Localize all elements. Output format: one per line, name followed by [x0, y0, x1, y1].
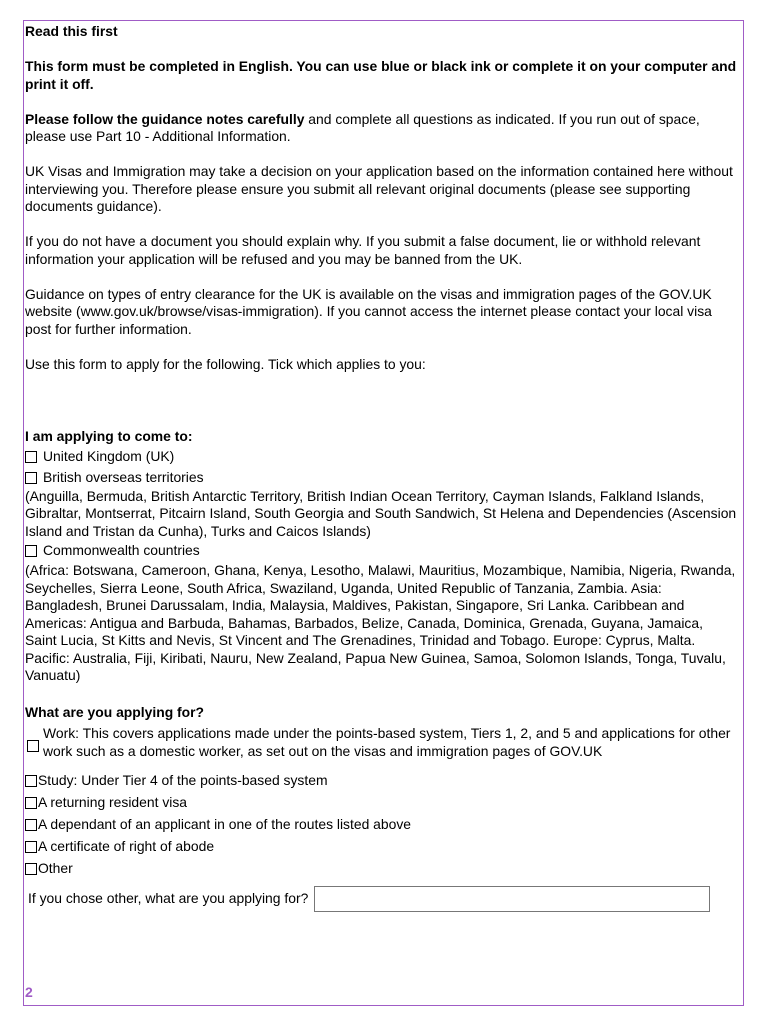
other-purpose-prompt: If you chose other, what are you applying for? [28, 890, 309, 907]
guidance-bold: Please follow the guidance notes carefully [25, 110, 305, 127]
option-label: United Kingdom (UK) [43, 447, 175, 464]
checkbox-other[interactable] [25, 863, 37, 875]
other-purpose-row [25, 886, 737, 912]
english-notice: This form must be completed in English. You can use blue or black ink or complete it on your computer and print it off. [25, 58, 737, 92]
checkbox-uk[interactable] [25, 451, 37, 463]
guidance-notice [25, 111, 737, 146]
page-number: 2 [25, 984, 33, 1000]
purpose-option-dependant[interactable] [25, 814, 737, 836]
purpose-option-other[interactable] [25, 858, 737, 880]
checkbox-right-of-abode[interactable] [25, 841, 37, 853]
purpose-option-returning-resident[interactable] [25, 792, 737, 814]
destination-option-commonwealth[interactable] [25, 540, 737, 562]
overseas-territories-detail: (Anguilla, Bermuda, British Antarctic Territory, British Indian Ocean Territory, Cayman Islands, Falkland Islands, Gibraltar, Montserrat, Pitcairn Island, South Georgia and South Sandwich, St Helena and Dependencies (Ascension Island and Tristan da Cunha), Turks and Caicos Islands) [25, 487, 737, 539]
purpose-option-study[interactable] [25, 770, 737, 792]
purpose-option-right-of-abode[interactable] [25, 836, 737, 858]
option-label: A returning resident visa [38, 794, 188, 811]
option-label: Work: This covers applications made under the points-based system, Tiers 1, 2, and 5 and applications for other work such as a domestic worker, as set out on the visas and immigration pages of GOV.UK [43, 725, 731, 759]
decision-notice: UK Visas and Immigration may take a decision on your application based on the information contained here without interviewing you. Therefore please ensure you submit all relevant original documents (please see supporting documents guidance). [25, 163, 733, 214]
guidance-types: Guidance on types of entry clearance for the UK is available on the visas and immigration pages of the GOV.UK website (www.gov.uk/browse/visas-immigration). If you cannot access the internet please contact your local visa post for further information. [25, 285, 712, 337]
option-label: A dependant of an applicant in one of the routes listed above [38, 816, 412, 833]
guidance-rest: and complete all questions as indicated. If you run out of space, please use Part 10 - Additional Information. [25, 110, 700, 144]
checkbox-overseas-territories[interactable] [25, 472, 37, 484]
document-notice: If you do not have a document you should explain why. If you submit a false document, lie or withhold relevant information your application will be refused and you may be banned from the UK. [25, 233, 701, 267]
form-content [25, 22, 737, 912]
checkbox-study[interactable] [25, 775, 37, 787]
destination-heading: I am applying to come to: [25, 428, 193, 444]
other-purpose-input[interactable] [314, 886, 710, 912]
checkbox-dependant[interactable] [25, 819, 37, 831]
commonwealth-detail: (Africa: Botswana, Cameroon, Ghana, Kenya, Lesotho, Malawi, Mauritius, Mozambique, Namibia, Nigeria, Rwanda, Seychelles, Sierra Leone, South Africa, Swaziland, Uganda, United Republic of Tanzania, Zambia. Asia: Bangladesh, Brunei Darussalam, India, Malaysia, Maldives, Pakistan, Singapore, Sri Lanka. Caribbean and Americas: Antigua and Barbuda, Bahamas, Barbados, Belize, Canada, Dominica, Grenada, Guyana, Jamaica, Saint Lucia, St Kitts and Nevis, St Vincent and The Grenadines, Trinidad and Tobago. Europe: Cyprus, Malta. Pacific: Australia, Fiji, Kiribati, Nauru, New Zealand, Papua New Guinea, Samoa, Solomon Islands, Tonga, Tuvalu, Vanuatu) [25, 562, 736, 683]
option-label: Other [38, 860, 73, 877]
destination-option-overseas-territories[interactable] [25, 468, 737, 488]
checkbox-work[interactable] [27, 740, 39, 752]
section-title: Read this first [25, 23, 118, 39]
option-label: British overseas territories [43, 468, 204, 485]
option-label: Commonwealth countries [43, 542, 200, 559]
purpose-heading: What are you applying for? [25, 703, 205, 720]
checkbox-returning-resident[interactable] [25, 797, 37, 809]
destination-option-uk[interactable] [25, 446, 737, 468]
option-label: A certificate of right of abode [38, 838, 215, 855]
purpose-option-work[interactable] [25, 721, 737, 760]
checkbox-commonwealth[interactable] [25, 545, 37, 557]
use-form-instruction: Use this form to apply for the following. Tick which applies to you: [25, 355, 426, 372]
option-label: Study: Under Tier 4 of the points-based system [38, 772, 328, 789]
